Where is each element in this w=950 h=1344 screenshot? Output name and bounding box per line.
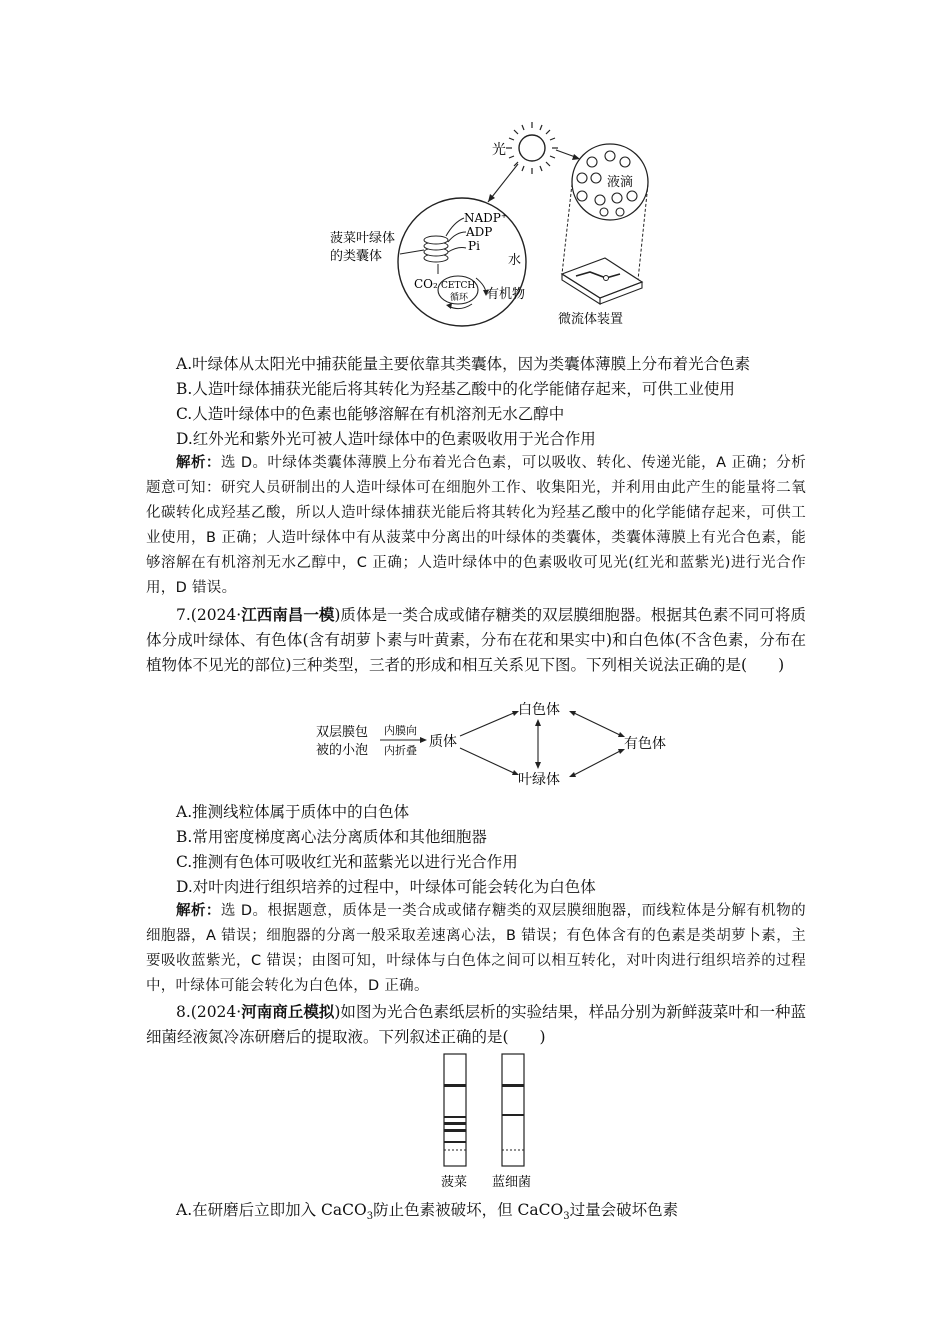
q7-option-b: B.常用密度梯度离心法分离质体和其他细胞器 [176, 828, 487, 846]
chloroplast-label: 叶绿体 [518, 772, 560, 788]
cyanobacteria-label: 蓝细菌 [492, 1175, 532, 1190]
q6-option-c: C.人造叶绿体中的色素也能够溶解在有机溶剂无水乙醇中 [176, 405, 565, 423]
spinach-strip [444, 1054, 466, 1166]
chromatography-figure [430, 1050, 550, 1190]
sun-icon [506, 122, 558, 174]
organic-label: 有机物 [486, 287, 526, 302]
q7-stem [146, 602, 806, 678]
chromoplast-label: 有色体 [624, 736, 666, 752]
thylakoid-stack-icon [424, 236, 448, 262]
thylakoid-label-1: 菠菜叶绿体 [330, 231, 396, 246]
q8-option-a-part1: A.在研磨后立即加入 CaCO [176, 1201, 367, 1219]
q7-option-d: D.对叶肉进行组织培养的过程中，叶绿体可能会转化为白色体 [176, 878, 596, 896]
adp-label: ADP [466, 225, 493, 239]
q7-option-a: A.推测线粒体属于质体中的白色体 [176, 803, 410, 821]
spinach-label: 菠菜 [441, 1175, 468, 1190]
cetch-label-2: 循环 [450, 293, 469, 303]
co2-label: CO₂ [414, 277, 438, 291]
droplet-label: 液滴 [607, 175, 634, 190]
device-label: 微流体装置 [558, 312, 624, 327]
q8-option-a-part2: 防止色素被破坏，但 CaCO [373, 1201, 564, 1219]
q7-analysis-text: 选 D。根据题意，质体是一类合成或储存糖类的双层膜细胞器，而线粒体是分解有机物的细胞器，A 错误；细胞器的分离一般采取差速离心法，B 错误；有色体含有的色素是类胡萝卜素，主要吸收蓝紫光，C 错误；由图可知，叶绿体与白色体之间可以相互转化，对叶肉进行组织培养的过程中，叶绿体可能会转化为白色体，D 正确。 [146, 903, 806, 994]
q6-analysis-label: 解析： [176, 455, 221, 471]
q8-option-a [176, 1198, 678, 1222]
q7-analysis [146, 899, 806, 999]
vesicle-label-1: 双层膜包 [316, 725, 369, 740]
nadp-label: NADP⁺ [464, 211, 508, 225]
arrow-label-top: 内膜向 [384, 724, 417, 737]
cetch-label-1: CETCH [441, 281, 476, 291]
pi-label: Pi [468, 239, 480, 253]
q7-analysis-label: 解析： [176, 903, 221, 919]
light-label: 光 [492, 142, 506, 158]
leucoplast-label: 白色体 [518, 702, 560, 718]
q8-stem [146, 999, 806, 1050]
q8-stem-text: )如图为光合色素纸层析的实验结果，样品分别为新鲜菠菜叶和一种蓝细菌经液氮冷冻研磨后的提取液。下列叙述正确的是( ) [146, 1003, 806, 1046]
q8-option-a-part3: 过量会破坏色素 [569, 1201, 679, 1219]
q8-option-a-sub1: 3 [366, 1211, 374, 1223]
plastid-label: 质体 [429, 734, 457, 750]
artificial-chloroplast-figure [320, 118, 660, 330]
q7-number: 7.(2024· [176, 606, 242, 624]
water-label: 水 [508, 253, 522, 268]
vesicle-label-2: 被的小泡 [316, 743, 369, 758]
q7-source: 江西南昌一模 [241, 605, 335, 624]
cyanobacteria-strip [502, 1054, 524, 1166]
q6-option-a: A.叶绿体从太阳光中捕获能量主要依靠其类囊体，因为类囊体薄膜上分布着光合色素 [176, 355, 751, 373]
q8-source: 河南商丘模拟 [241, 1002, 335, 1021]
plastid-relationship-figure [310, 700, 700, 792]
q8-number: 8.(2024· [176, 1003, 242, 1021]
thylakoid-label-2: 的类囊体 [330, 249, 383, 264]
q6-analysis-text: 选 D。叶绿体类囊体薄膜上分布着光合色素，可以吸收、转化、传递光能，A 正确；分析题意可知：研究人员研制出的人造叶绿体可在细胞外工作、收集阳光，并利用由此产生的能量将二氧化碳转化成羟基乙酸，所以人造叶绿体捕获光能后将其转化为羟基乙酸中的化学能储存起来，可供工业使用，B 正确；人造叶绿体中有从菠菜中分离出的叶绿体的类囊体，类囊体薄膜上有光合色素，能够溶解在有机溶剂无水乙醇中，C 正确；人造叶绿体中的色素吸收可见光(红光和蓝紫光)进行光合作用，D 错误。 [146, 455, 806, 596]
q7-option-c: C.推测有色体可吸收红光和蓝紫光以进行光合作用 [176, 853, 518, 871]
q6-option-d: D.红外光和紫外光可被人造叶绿体中的色素吸收用于光合作用 [176, 430, 596, 448]
q8-option-a-sub2: 3 [563, 1211, 570, 1223]
arrow-label-bottom: 内折叠 [384, 744, 417, 757]
q6-analysis [146, 451, 806, 601]
q6-option-b: B.人造叶绿体捕获光能后将其转化为羟基乙酸中的化学能储存起来，可供工业使用 [176, 380, 735, 398]
q7-stem-text: )质体是一类合成或储存糖类的双层膜细胞器。根据其色素不同可将质体分成叶绿体、有色体(含有胡萝卜素与叶黄素，分布在花和果实中)和白色体(不含色素，分布在植物体不见光的部位)三种类型，三者的形成和相互关系见下图。下列相关说法正确的是( ) [146, 606, 806, 674]
